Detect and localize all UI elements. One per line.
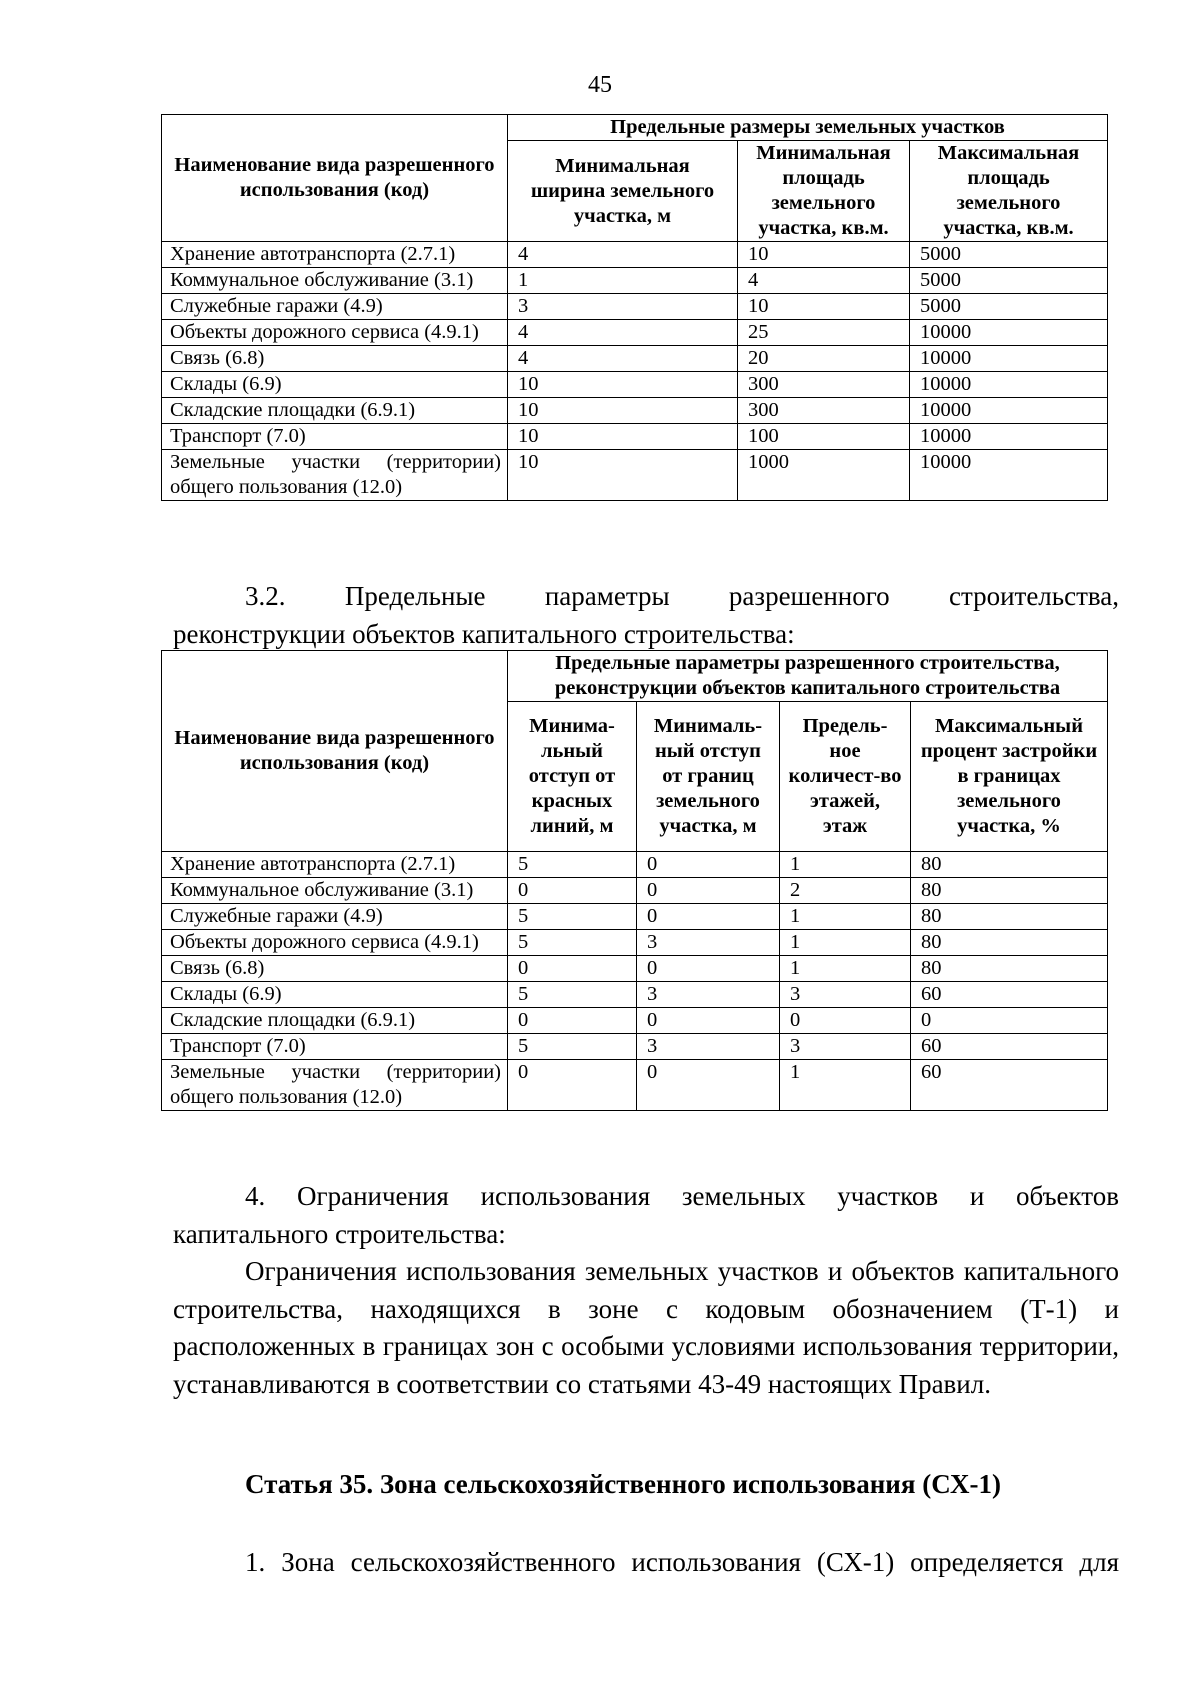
row-name: Хранение автотранспорта (2.7.1) [162,852,508,878]
row-name: Транспорт (7.0) [162,1034,508,1060]
row-value-v3: 5000 [910,294,1108,320]
table2-header-group: Предельные параметры разрешенного строительства, реконструкции объектов капитального строительства [508,651,1108,702]
table-row [162,346,1108,372]
table2-col-red-line-setback: Минима-льный отступ от красных линий, м [508,702,637,852]
row-name: Земельные участки (территории) общего пользования (12.0) [162,1060,508,1111]
row-value-v4: 80 [911,930,1108,956]
row-name: Объекты дорожного сервиса (4.9.1) [162,930,508,956]
table-row [162,320,1108,346]
table-row [162,1008,1108,1034]
row-value-v4: 80 [911,878,1108,904]
row-value-v3: 10000 [910,424,1108,450]
row-name: Служебные гаражи (4.9) [162,904,508,930]
page-number: 45 [588,72,612,98]
table-row [162,852,1108,878]
section-3-2-text [173,578,1119,653]
table-row [162,982,1108,1008]
row-value-v2: 10 [738,294,910,320]
row-value-v4: 80 [911,904,1108,930]
table-row [162,930,1108,956]
row-value-v1: 1 [508,268,738,294]
row-value-v1: 5 [508,982,637,1008]
row-value-v1: 4 [508,346,738,372]
row-value-v1: 4 [508,320,738,346]
row-value-v3: 5000 [910,268,1108,294]
row-value-v1: 4 [508,242,738,268]
table-row [162,268,1108,294]
row-value-v1: 5 [508,930,637,956]
table1-header-name: Наименование вида разрешенного использования (код) [162,115,508,242]
row-name: Коммунальное обслуживание (3.1) [162,878,508,904]
table2-col-max-coverage: Максимальный процент застройки в границах земельного участка, % [911,702,1108,852]
section-3-2-line2: реконструкции объектов капитального строительства: [173,618,795,649]
row-value-v1: 10 [508,398,738,424]
land-plot-sizes-table [161,114,1108,501]
row-value-v2: 0 [637,1008,780,1034]
row-value-v1: 10 [508,372,738,398]
row-value-v3: 10000 [910,450,1108,501]
row-value-v1: 0 [508,878,637,904]
row-value-v2: 0 [637,956,780,982]
row-value-v1: 5 [508,1034,637,1060]
row-value-v4: 80 [911,852,1108,878]
section-3-2-line1: 3.2. Предельные параметры разрешенного строительства, [245,581,1119,611]
row-value-v2: 3 [637,1034,780,1060]
table-row [162,294,1108,320]
row-name: Служебные гаражи (4.9) [162,294,508,320]
row-value-v1: 5 [508,904,637,930]
row-value-v3: 1 [780,852,911,878]
row-name: Склады (6.9) [162,982,508,1008]
row-value-v3: 10000 [910,398,1108,424]
row-value-v3: 10000 [910,372,1108,398]
row-name: Склады (6.9) [162,372,508,398]
row-name: Объекты дорожного сервиса (4.9.1) [162,320,508,346]
article-35-first-line: 1. Зона сельскохозяйственного использования (СХ-1) определяется для [245,1547,1119,1577]
article-35-first-line-block [173,1544,1119,1582]
table-row [162,1060,1108,1111]
table-row [162,242,1108,268]
table1-header-group: Предельные размеры земельных участков [508,115,1108,141]
row-name: Связь (6.8) [162,956,508,982]
row-value-v4: 60 [911,1060,1108,1111]
row-value-v3: 3 [780,982,911,1008]
row-value-v1: 10 [508,450,738,501]
table-row [162,904,1108,930]
row-name: Складские площадки (6.9.1) [162,398,508,424]
row-value-v1: 0 [508,956,637,982]
section-4-heading-line2: капитального строительства: [173,1218,506,1249]
row-value-v3: 5000 [910,242,1108,268]
table2-col-floors: Предель-ное количест-во этажей, этаж [780,702,911,852]
row-value-v3: 1 [780,1060,911,1111]
row-value-v2: 10 [738,242,910,268]
row-name: Коммунальное обслуживание (3.1) [162,268,508,294]
section-4 [173,1178,1119,1403]
row-value-v3: 10000 [910,320,1108,346]
row-value-v1: 0 [508,1008,637,1034]
table-row [162,450,1108,501]
table2-col-boundary-setback: Минималь-ный отступ от границ земельного участка, м [637,702,780,852]
row-name: Связь (6.8) [162,346,508,372]
row-value-v2: 3 [637,982,780,1008]
table1-col-max-area: Максимальная площадь земельного участка, кв.м. [910,141,1108,242]
row-value-v4: 0 [911,1008,1108,1034]
row-value-v4: 60 [911,1034,1108,1060]
row-value-v3: 2 [780,878,911,904]
row-value-v2: 3 [637,930,780,956]
row-value-v2: 0 [637,1060,780,1111]
section-4-body: Ограничения использования земельных участков и объектов капитального строительства, находящихся в зоне с кодовым обозначением (Т-1) и расположенных в границах зон с особыми условиями использования территории, устанавливаются в соответствии со статьями 43-49 настоящих Правил. [173,1256,1119,1399]
row-value-v2: 300 [738,398,910,424]
row-value-v2: 25 [738,320,910,346]
row-value-v3: 1 [780,904,911,930]
row-name: Складские площадки (6.9.1) [162,1008,508,1034]
table1-col-min-area: Минимальная площадь земельного участка, кв.м. [738,141,910,242]
table2-header-name: Наименование вида разрешенного использования (код) [162,651,508,852]
row-value-v1: 5 [508,852,637,878]
row-name: Транспорт (7.0) [162,424,508,450]
row-value-v4: 60 [911,982,1108,1008]
table1-col-min-width: Минимальная ширина земельного участка, м [508,141,738,242]
table-row [162,398,1108,424]
row-value-v2: 100 [738,424,910,450]
section-4-heading-line1: 4. Ограничения использования земельных участков и объектов [245,1181,1119,1211]
row-value-v3: 1 [780,956,911,982]
table-row [162,878,1108,904]
row-value-v2: 1000 [738,450,910,501]
row-value-v2: 20 [738,346,910,372]
row-value-v1: 0 [508,1060,637,1111]
row-value-v1: 10 [508,424,738,450]
table-row [162,1034,1108,1060]
row-value-v3: 10000 [910,346,1108,372]
row-name: Земельные участки (территории) общего пользования (12.0) [162,450,508,501]
table-row [162,956,1108,982]
table-row [162,372,1108,398]
table-row [162,424,1108,450]
row-value-v2: 300 [738,372,910,398]
row-value-v1: 3 [508,294,738,320]
row-value-v3: 1 [780,930,911,956]
row-value-v2: 0 [637,904,780,930]
row-value-v2: 4 [738,268,910,294]
row-value-v2: 0 [637,878,780,904]
construction-parameters-table [161,650,1108,1111]
row-value-v2: 0 [637,852,780,878]
row-value-v4: 80 [911,956,1108,982]
row-name: Хранение автотранспорта (2.7.1) [162,242,508,268]
article-35-title: Статья 35. Зона сельскохозяйственного использования (СХ-1) [245,1469,1001,1499]
row-value-v3: 3 [780,1034,911,1060]
row-value-v3: 0 [780,1008,911,1034]
